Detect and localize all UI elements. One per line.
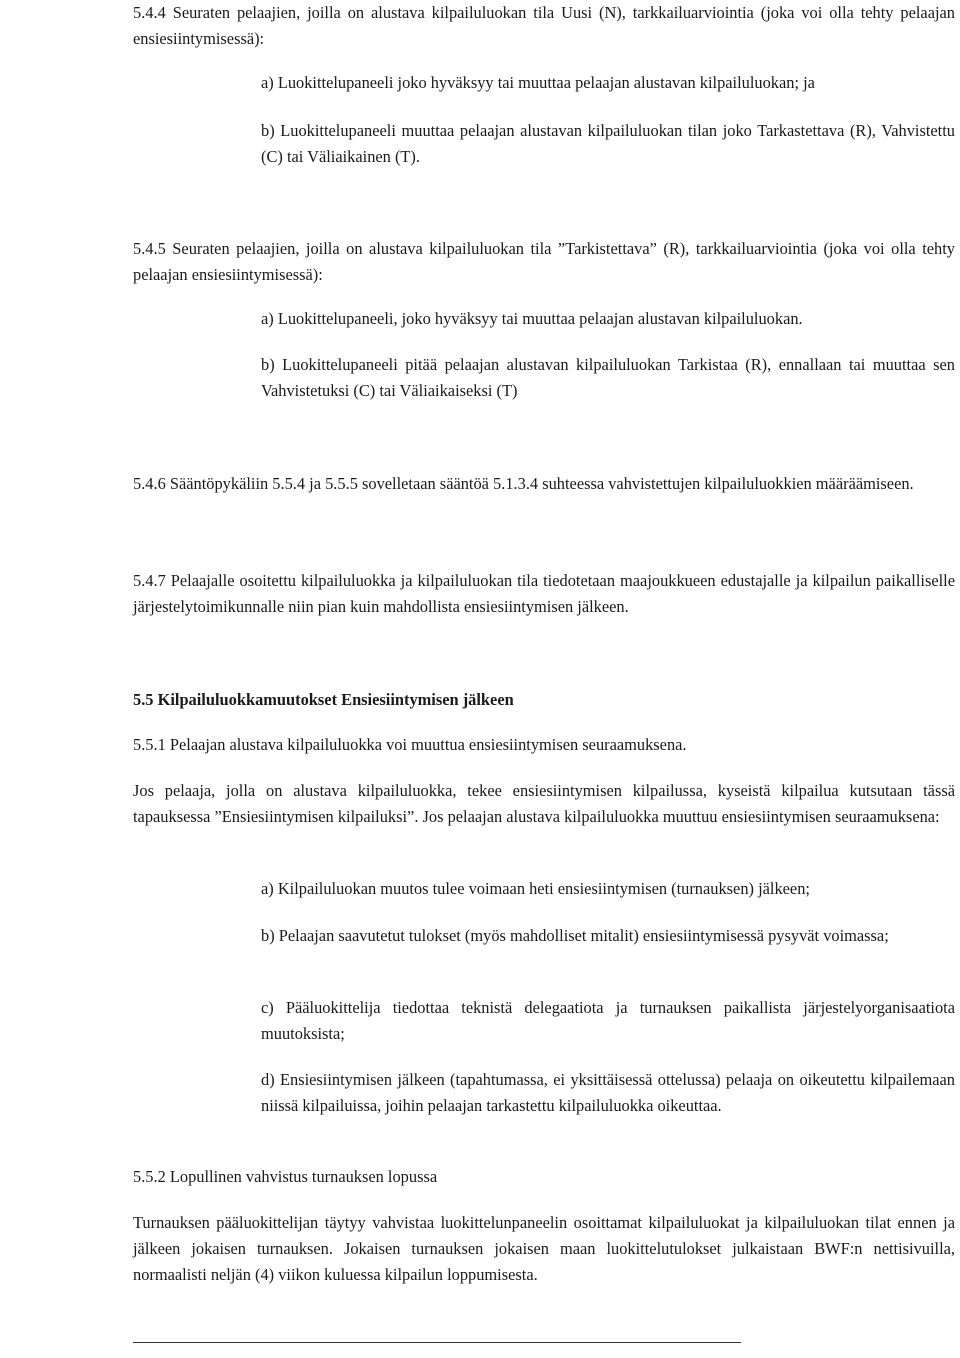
section-5-5-item-d: d) Ensiesiintymisen jälkeen (tapahtumassa, ei yksittäisessä ottelussa) pelaaja on oikeutettu kilpailemaan niissä kilpailuissa, joihin pelaajan tarkastettu kilpailuluokka oikeuttaa. xyxy=(261,1070,955,1115)
section-5-4-4-item-a: a) Luokittelupaneeli joko hyväksyy tai muuttaa pelaajan alustavan kilpailuluokan; ja xyxy=(261,73,815,92)
section-5-5-2: 5.5.2 Lopullinen vahvistus turnauksen lopussa xyxy=(133,1167,438,1186)
section-5-5-item-c: c) Pääluokittelija tiedottaa teknistä delegaatiota ja turnauksen paikallista järjestelyorganisaatiota muutoksista; xyxy=(261,998,955,1043)
footnote-separator-line xyxy=(133,1342,741,1343)
section-5-5-heading: 5.5 Kilpailuluokkamuutokset Ensiesiintymisen jälkeen xyxy=(133,690,514,709)
section-5-4-4-intro: 5.4.4 Seuraten pelaajien, joilla on alustava kilpailuluokan tila Uusi (N), tarkkailuarviointia (joka voi olla tehty pelaajan ensiesiintymisessä): xyxy=(133,3,955,48)
section-5-5-paragraph: Jos pelaaja, jolla on alustava kilpailuluokka, tekee ensiesiintymisen kilpailussa, kyseistä kilpailua kutsutaan tässä tapauksessa ”Ensiesiintymisen kilpailuksi”. Jos pelaajan alustava kilpailuluokka muuttuu ensiesiintymisen seuraamuksena: xyxy=(133,781,955,826)
section-5-4-7: 5.4.7 Pelaajalle osoitettu kilpailuluokka ja kilpailuluokan tila tiedotetaan maajoukkueen edustajalle ja kilpailun paikalliselle järjestelytoimikunnalle niin pian kuin mahdollista ensiesiintymisen jälkeen. xyxy=(133,571,955,616)
section-5-5-item-a: a) Kilpailuluokan muutos tulee voimaan heti ensiesiintymisen (turnauksen) jälkeen; xyxy=(261,879,810,898)
section-5-5-2-paragraph: Turnauksen pääluokittelijan täytyy vahvistaa luokittelunpaneelin osoittamat kilpailuluokat ja kilpailuluokan tilat ennen ja jälkeen jokaisen turnauksen. Jokaisen turnauksen jokaisen maan luokittelutulokset julkaistaan BWF:n nettisivuilla, normaalisti neljän (4) viikon kuluessa kilpailun loppumisesta. xyxy=(133,1213,955,1284)
section-5-4-4-item-b: b) Luokittelupaneeli muuttaa pelaajan alustavan kilpailuluokan tilan joko Tarkastettava (R), Vahvistettu (C) tai Väliaikainen (T). xyxy=(261,121,955,166)
section-5-4-5-item-a: a) Luokittelupaneeli, joko hyväksyy tai muuttaa pelaajan alustavan kilpailuluokan. xyxy=(261,309,803,328)
section-5-4-5-item-b: b) Luokittelupaneeli pitää pelaajan alustavan kilpailuluokan Tarkistaa (R), ennallaan tai muuttaa sen Vahvistetuksi (C) tai Väliaikaiseksi (T) xyxy=(261,355,955,400)
section-5-5-item-b: b) Pelaajan saavutetut tulokset (myös mahdolliset mitalit) ensiesiintymisessä pysyvät voimassa; xyxy=(261,926,889,945)
section-5-5-1: 5.5.1 Pelaajan alustava kilpailuluokka voi muuttua ensiesiintymisen seuraamuksena. xyxy=(133,735,687,754)
section-5-4-6: 5.4.6 Sääntöpykäliin 5.5.4 ja 5.5.5 sovelletaan sääntöä 5.1.3.4 suhteessa vahvistettujen kilpailuluokkien määräämiseen. xyxy=(133,474,914,493)
section-5-4-5-intro: 5.4.5 Seuraten pelaajien, joilla on alustava kilpailuluokan tila ”Tarkistettava” (R), tarkkailuarviointia (joka voi olla tehty pelaajan ensiesiintymisessä): xyxy=(133,239,955,284)
